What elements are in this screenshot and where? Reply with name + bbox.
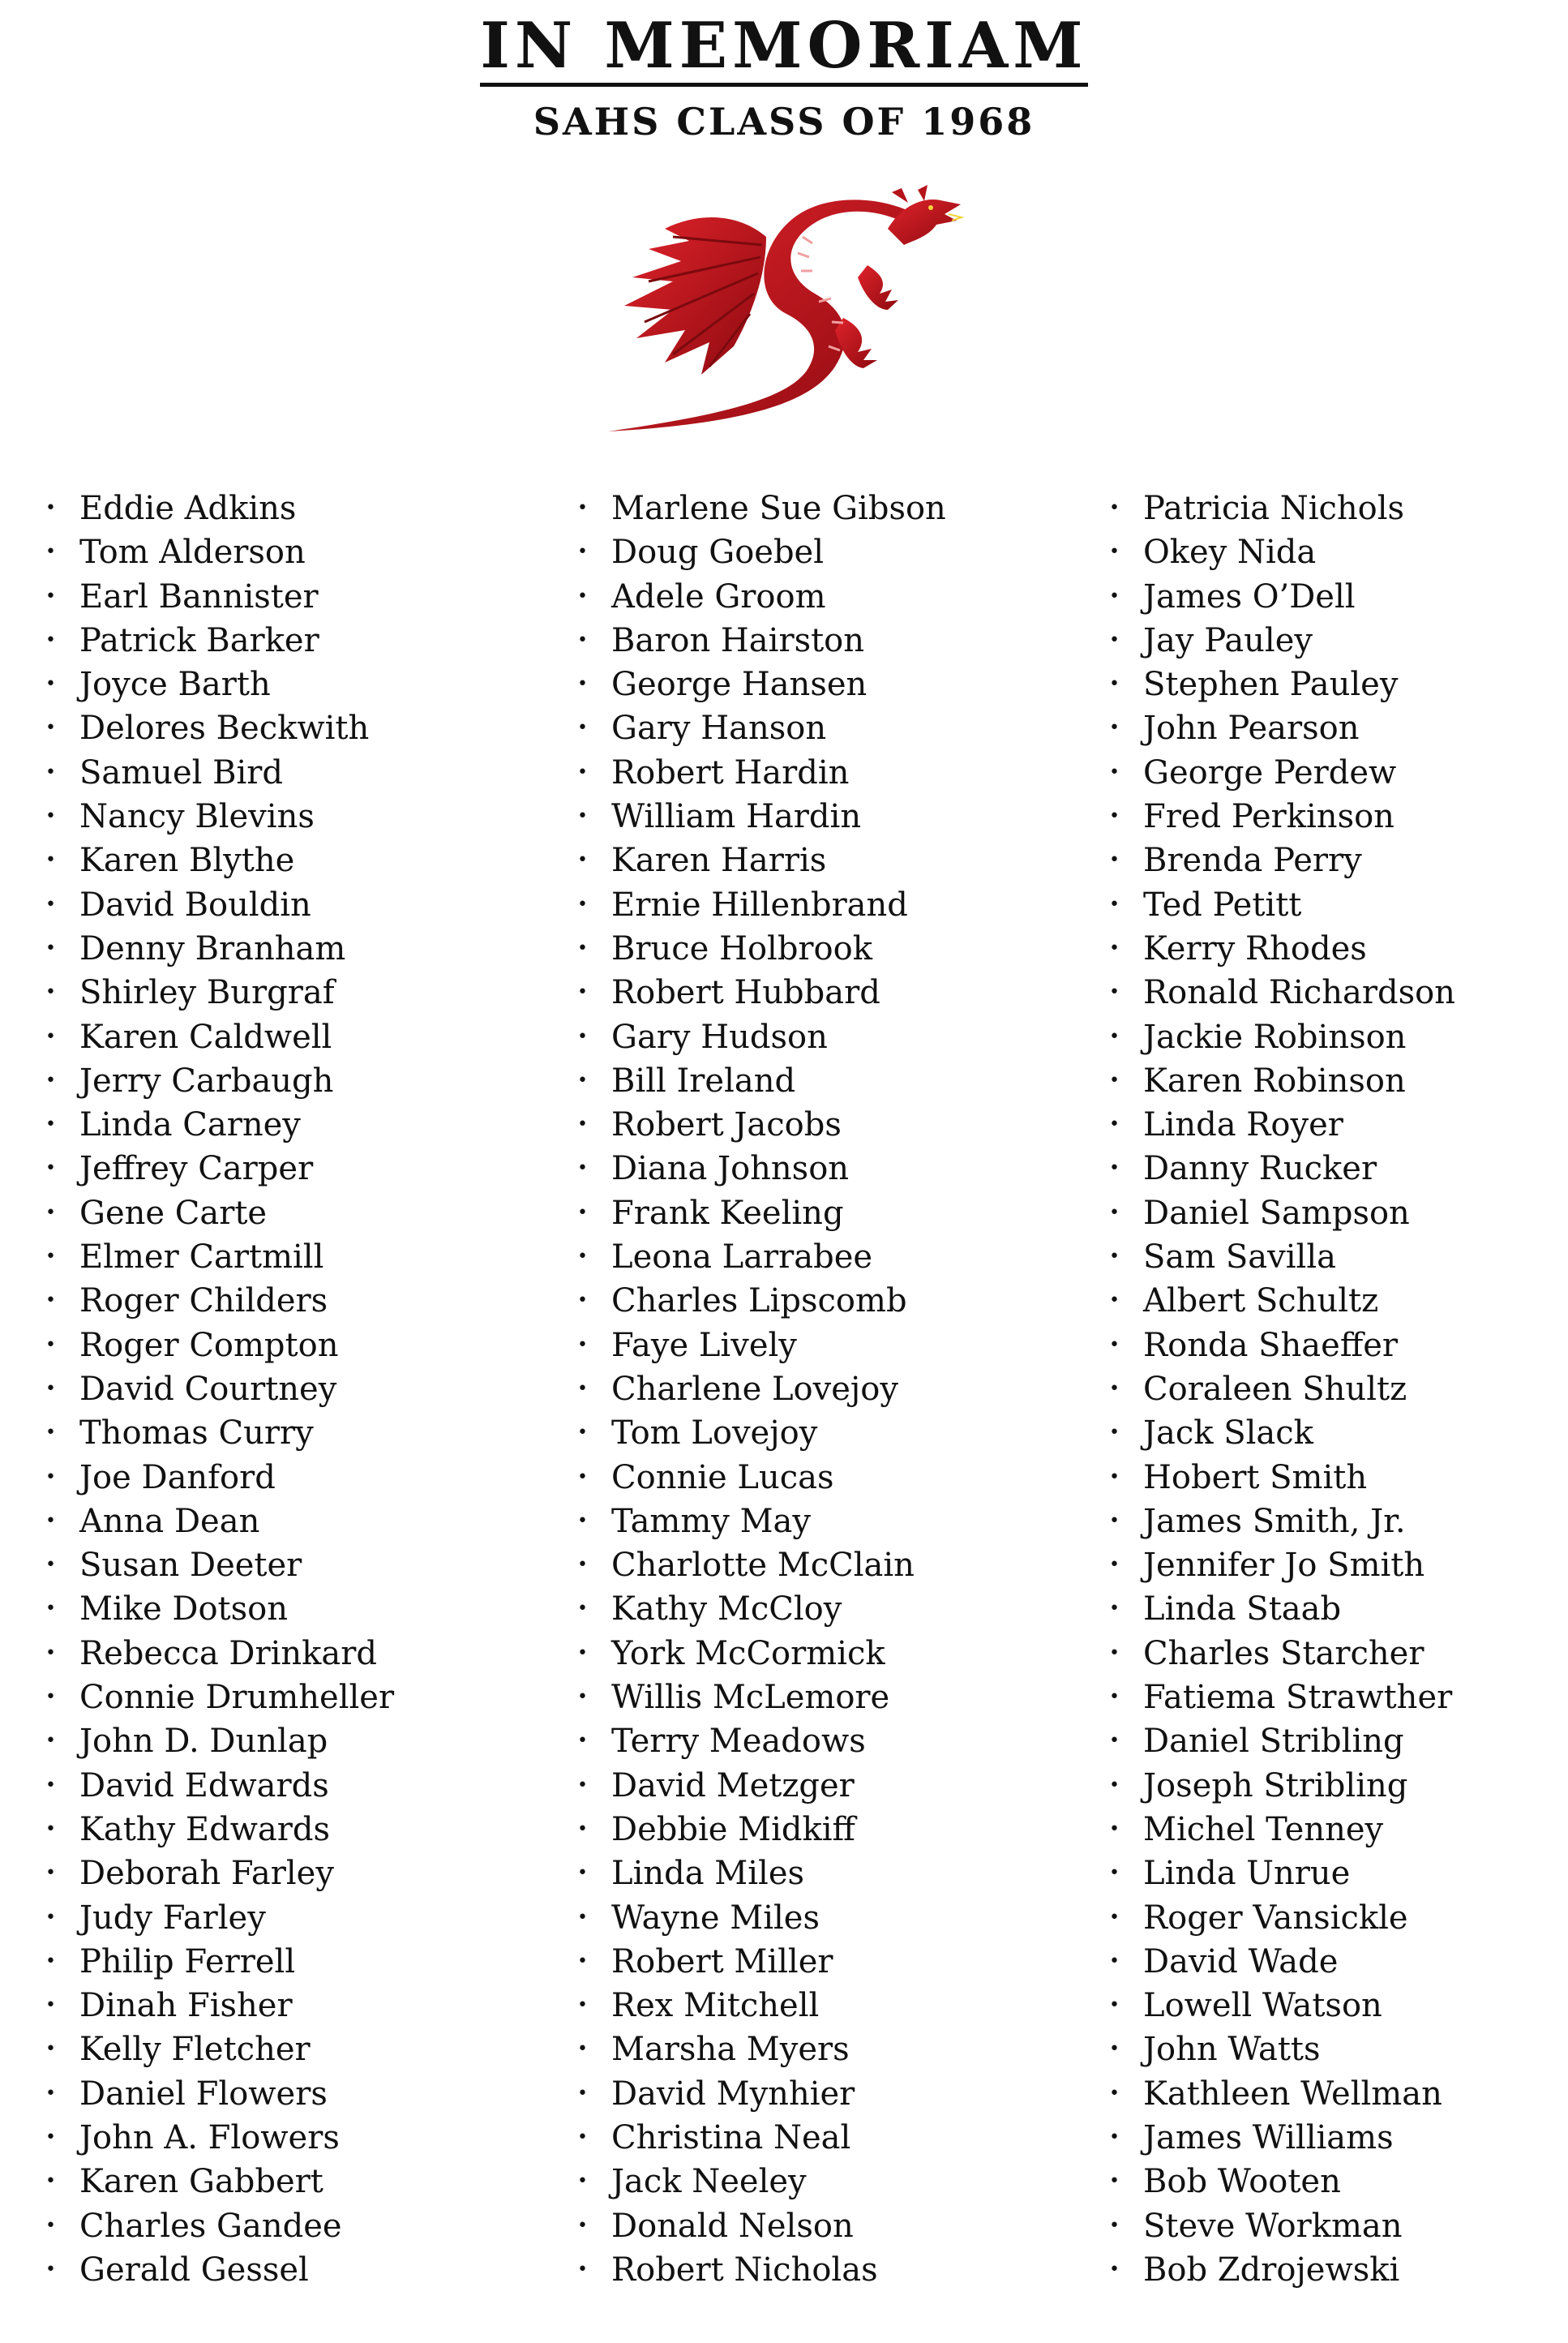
name-list-item: • Albert Schultz — [1109, 1279, 1455, 1323]
name-list-item: • Brenda Perry — [1109, 839, 1455, 882]
name-list-item: • Robert Miller — [577, 1940, 946, 1984]
name-list-item: • Rebecca Drinkard — [45, 1632, 394, 1676]
name-list-item: • James O’Dell — [1109, 575, 1455, 619]
name-list-item: • Ted Petitt — [1109, 883, 1455, 927]
name-list-item: • Linda Royer — [1109, 1103, 1455, 1147]
name-list-item: • Fred Perkinson — [1109, 795, 1455, 839]
name-list-item: • Doug Goebel — [577, 530, 946, 574]
name-list-item: • Bob Zdrojewski — [1109, 2248, 1455, 2292]
name-list-item: • Roger Vansickle — [1109, 1896, 1455, 1940]
name-list-item: • Frank Keeling — [577, 1191, 946, 1235]
name-list-item: • Philip Ferrell — [45, 1940, 394, 1984]
name-list-item: • Nancy Blevins — [45, 795, 394, 839]
name-list-item: • John Watts — [1109, 2028, 1455, 2071]
name-list-item: • Jackie Robinson — [1109, 1015, 1455, 1059]
name-list-item: • Daniel Stribling — [1109, 1719, 1455, 1763]
name-list-item: • Roger Compton — [45, 1324, 394, 1367]
name-list-item: • Kathy McCloy — [577, 1587, 946, 1631]
name-list-item: • Sam Savilla — [1109, 1235, 1455, 1279]
name-list-item: • David Courtney — [45, 1367, 394, 1411]
name-list-item: • Faye Lively — [577, 1324, 946, 1367]
name-list-item: • Gerald Gessel — [45, 2248, 394, 2292]
name-list-item: • Hobert Smith — [1109, 1456, 1455, 1500]
name-list-item: • Diana Johnson — [577, 1147, 946, 1191]
name-list-item: • Elmer Cartmill — [45, 1235, 394, 1279]
name-list-item: • Willis McLemore — [577, 1676, 946, 1719]
name-list-item: • Charles Lipscomb — [577, 1279, 946, 1323]
name-list-item: • Jennifer Jo Smith — [1109, 1543, 1455, 1587]
name-list-item: • David Wade — [1109, 1940, 1455, 1984]
name-list-item: • Gene Carte — [45, 1191, 394, 1235]
red-dragon-icon — [600, 180, 965, 448]
name-list-item: • Daniel Flowers — [45, 2072, 394, 2116]
name-list-item: • Fatiema Strawther — [1109, 1676, 1455, 1719]
name-list-item: • Linda Carney — [45, 1103, 394, 1147]
names-column-3 — [1109, 487, 1455, 2292]
name-list-item: • Linda Staab — [1109, 1587, 1455, 1631]
name-list-item: • Bill Ireland — [577, 1059, 946, 1103]
page-header — [0, 9, 1568, 144]
name-list-item: • Stephen Pauley — [1109, 663, 1455, 706]
name-list-item: • Karen Blythe — [45, 839, 394, 882]
page-subtitle: SAHS CLASS OF 1968 — [533, 100, 1035, 144]
name-list-item: • Steve Workman — [1109, 2204, 1455, 2248]
name-list-item: • Donald Nelson — [577, 2204, 946, 2248]
name-list-item: • Coraleen Shultz — [1109, 1367, 1455, 1411]
name-list-item: • Patricia Nichols — [1109, 487, 1455, 530]
name-list-item: • Roger Childers — [45, 1279, 394, 1323]
name-list-item: • Gary Hudson — [577, 1015, 946, 1059]
name-list-item: • Jerry Carbaugh — [45, 1059, 394, 1103]
name-list-item: • Jeffrey Carper — [45, 1147, 394, 1191]
name-list-item: • Karen Harris — [577, 839, 946, 882]
name-list-item: • Robert Jacobs — [577, 1103, 946, 1147]
names-column-2 — [577, 487, 946, 2292]
name-list-item: • Robert Hubbard — [577, 971, 946, 1015]
name-list-item: • Charles Gandee — [45, 2204, 394, 2248]
name-list-item: • Jay Pauley — [1109, 619, 1455, 663]
name-list-item: • Marlene Sue Gibson — [577, 487, 946, 530]
name-list-item: • John D. Dunlap — [45, 1719, 394, 1763]
name-list-item: • Robert Nicholas — [577, 2248, 946, 2292]
names-column-1 — [45, 487, 394, 2292]
name-list-item: • Robert Hardin — [577, 751, 946, 795]
name-list-item: • Karen Gabbert — [45, 2160, 394, 2204]
name-list-item: • Danny Rucker — [1109, 1147, 1455, 1191]
name-list-item: • Anna Dean — [45, 1500, 394, 1543]
name-list-item: • Lowell Watson — [1109, 1984, 1455, 2028]
name-list-item: • Charlene Lovejoy — [577, 1367, 946, 1411]
name-list-item: • Jack Slack — [1109, 1411, 1455, 1455]
name-list-item: • Kathy Edwards — [45, 1808, 394, 1852]
name-list-item: • Samuel Bird — [45, 751, 394, 795]
name-list-item: • Ernie Hillenbrand — [577, 883, 946, 927]
name-list-item: • Karen Robinson — [1109, 1059, 1455, 1103]
name-list-item: • Christina Neal — [577, 2116, 946, 2160]
name-list-item: • Ronald Richardson — [1109, 971, 1455, 1015]
name-list-item: • Terry Meadows — [577, 1719, 946, 1763]
name-list-item: • Joseph Stribling — [1109, 1764, 1455, 1808]
name-list-item: • Dinah Fisher — [45, 1984, 394, 2028]
name-list-item: • David Mynhier — [577, 2072, 946, 2116]
name-list-item: • Connie Lucas — [577, 1456, 946, 1500]
name-list-item: • Okey Nida — [1109, 530, 1455, 574]
name-list-item: • George Hansen — [577, 663, 946, 706]
name-list-item: • David Edwards — [45, 1764, 394, 1808]
name-list-item: • Karen Caldwell — [45, 1015, 394, 1059]
name-list-item: • Marsha Myers — [577, 2028, 946, 2071]
name-list-item: • Leona Larrabee — [577, 1235, 946, 1279]
name-list-item: • Wayne Miles — [577, 1896, 946, 1940]
name-list-item: • Joyce Barth — [45, 663, 394, 706]
name-list-item: • Tammy May — [577, 1500, 946, 1543]
name-list-item: • Joe Danford — [45, 1456, 394, 1500]
name-list-item: • Michel Tenney — [1109, 1808, 1455, 1852]
name-list-item: • Connie Drumheller — [45, 1676, 394, 1719]
name-list-item: • Debbie Midkiff — [577, 1808, 946, 1852]
name-list-item: • Susan Deeter — [45, 1543, 394, 1587]
name-list-item: • James Williams — [1109, 2116, 1455, 2160]
name-list-item: • Rex Mitchell — [577, 1984, 946, 2028]
name-list-item: • Bruce Holbrook — [577, 927, 946, 971]
name-list-item: • Gary Hanson — [577, 706, 946, 750]
page-title: IN MEMORIAM — [480, 15, 1087, 87]
name-list-item: • Kathleen Wellman — [1109, 2072, 1455, 2116]
name-list-item: • Daniel Sampson — [1109, 1191, 1455, 1235]
name-list-item: • Linda Miles — [577, 1852, 946, 1895]
name-list-item: • James Smith, Jr. — [1109, 1500, 1455, 1543]
name-list-item: • York McCormick — [577, 1632, 946, 1676]
name-list-item: • Mike Dotson — [45, 1587, 394, 1631]
name-list-item: • William Hardin — [577, 795, 946, 839]
name-list-item: • Baron Hairston — [577, 619, 946, 663]
name-list-item: • George Perdew — [1109, 751, 1455, 795]
name-list-item: • Jack Neeley — [577, 2160, 946, 2204]
name-list-item: • David Bouldin — [45, 883, 394, 927]
name-list-item: • Tom Alderson — [45, 530, 394, 574]
name-list-item: • Thomas Curry — [45, 1411, 394, 1455]
name-list-item: • Eddie Adkins — [45, 487, 394, 530]
name-list-item: • Charlotte McClain — [577, 1543, 946, 1587]
name-list-item: • Judy Farley — [45, 1896, 394, 1940]
name-list-item: • Tom Lovejoy — [577, 1411, 946, 1455]
name-list-item: • Deborah Farley — [45, 1852, 394, 1895]
name-list-item: • Kerry Rhodes — [1109, 927, 1455, 971]
name-list-item: • David Metzger — [577, 1764, 946, 1808]
name-list-item: • Shirley Burgraf — [45, 971, 394, 1015]
name-list-item: • Ronda Shaeffer — [1109, 1324, 1455, 1367]
name-list-item: • Charles Starcher — [1109, 1632, 1455, 1676]
name-list-item: • Denny Branham — [45, 927, 394, 971]
name-list-item: • Delores Beckwith — [45, 706, 394, 750]
name-list-item: • Bob Wooten — [1109, 2160, 1455, 2204]
name-list-item: • John A. Flowers — [45, 2116, 394, 2160]
name-list-item: • Kelly Fletcher — [45, 2028, 394, 2071]
name-list-item: • Patrick Barker — [45, 619, 394, 663]
name-list-item: • Adele Groom — [577, 575, 946, 619]
name-list-item: • Linda Unrue — [1109, 1852, 1455, 1895]
name-list-item: • Earl Bannister — [45, 575, 394, 619]
name-list-item: • John Pearson — [1109, 706, 1455, 750]
